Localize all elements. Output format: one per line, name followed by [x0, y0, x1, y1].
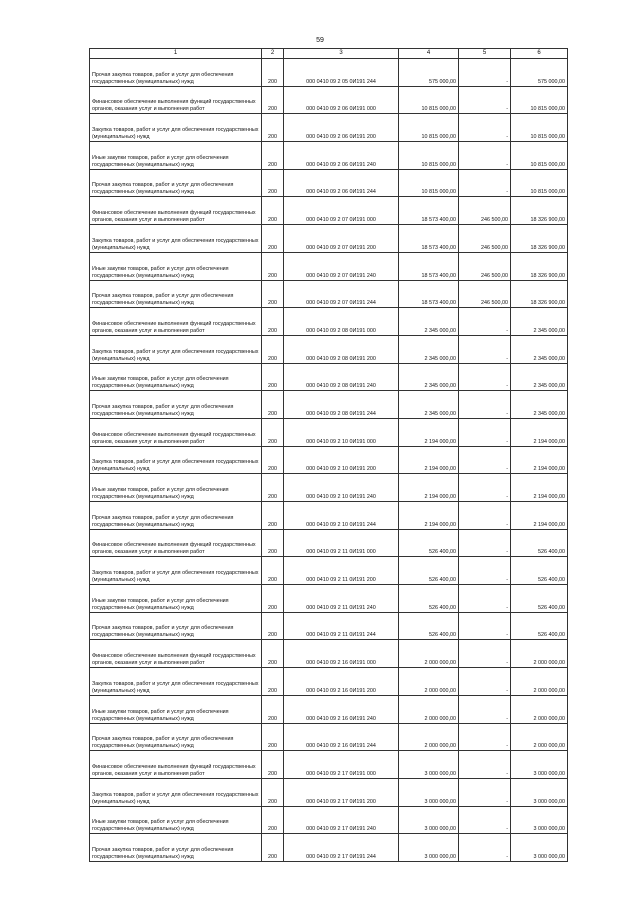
table-row — [90, 335, 568, 363]
row-col-6: 2 000 000,00 — [511, 668, 568, 696]
table-row — [90, 806, 568, 834]
row-code: 200 — [262, 751, 284, 779]
row-col-5: - — [459, 751, 511, 779]
row-name: Прочая закупка товаров, работ и услуг для обеспечения государственных (муниципальных) нужд — [90, 723, 262, 751]
row-name: Иные закупки товаров, работ и услуг для обеспечения государственных (муниципальных) нужд — [90, 695, 262, 723]
row-col-4: 10 815 000,00 — [399, 142, 459, 170]
row-col-4: 2 000 000,00 — [399, 640, 459, 668]
row-name: Закупка товаров, работ и услуг для обеспечения государственных (муниципальных) нужд — [90, 225, 262, 253]
row-name: Закупка товаров, работ и услуг для обеспечения государственных (муниципальных) нужд — [90, 557, 262, 585]
row-name: Финансовое обеспечение выполнения функций государственных органов, оказания услуг и выполнения работ — [90, 308, 262, 336]
row-col-6: 526 400,00 — [511, 612, 568, 640]
row-col-6: 2 000 000,00 — [511, 695, 568, 723]
row-code: 200 — [262, 142, 284, 170]
row-col-5: - — [459, 612, 511, 640]
row-col-5: 246 500,00 — [459, 252, 511, 280]
table-row — [90, 114, 568, 142]
row-code: 200 — [262, 363, 284, 391]
row-name: Иные закупки товаров, работ и услуг для обеспечения государственных (муниципальных) нужд — [90, 252, 262, 280]
row-col-5: - — [459, 114, 511, 142]
row-col-6: 575 000,00 — [511, 59, 568, 87]
row-name: Прочая закупка товаров, работ и услуг для обеспечения государственных (муниципальных) нужд — [90, 280, 262, 308]
row-code: 200 — [262, 169, 284, 197]
row-name: Финансовое обеспечение выполнения функций государственных органов, оказания услуг и выполнения работ — [90, 529, 262, 557]
table-row — [90, 308, 568, 336]
budget-table — [89, 48, 568, 862]
row-col-6: 10 815 000,00 — [511, 114, 568, 142]
row-name: Иные закупки товаров, работ и услуг для обеспечения государственных (муниципальных) нужд — [90, 363, 262, 391]
table-header-row — [90, 49, 568, 59]
row-classification: 000 0410 09 2 10 0И191 244 — [284, 502, 399, 530]
row-classification: 000 0410 09 2 11 0И191 000 — [284, 529, 399, 557]
row-col-4: 526 400,00 — [399, 529, 459, 557]
table-row — [90, 557, 568, 585]
header-col-4: 4 — [399, 49, 459, 59]
row-col-4: 3 000 000,00 — [399, 778, 459, 806]
row-col-5: - — [459, 169, 511, 197]
table-row — [90, 612, 568, 640]
row-col-4: 10 815 000,00 — [399, 169, 459, 197]
row-classification: 000 0410 09 2 11 0И191 240 — [284, 585, 399, 613]
row-classification: 000 0410 09 2 07 0И191 240 — [284, 252, 399, 280]
row-name: Закупка товаров, работ и услуг для обеспечения государственных (муниципальных) нужд — [90, 446, 262, 474]
row-classification: 000 0410 09 2 11 0И191 244 — [284, 612, 399, 640]
row-col-4: 18 573 400,00 — [399, 197, 459, 225]
row-code: 200 — [262, 335, 284, 363]
row-col-6: 2 345 000,00 — [511, 391, 568, 419]
row-code: 200 — [262, 252, 284, 280]
header-col-2: 2 — [262, 49, 284, 59]
row-code: 200 — [262, 778, 284, 806]
row-col-6: 526 400,00 — [511, 529, 568, 557]
row-classification: 000 0410 09 2 08 0И191 240 — [284, 363, 399, 391]
row-classification: 000 0410 09 2 08 0И191 244 — [284, 391, 399, 419]
row-col-5: 246 500,00 — [459, 280, 511, 308]
table-row — [90, 668, 568, 696]
table-row — [90, 280, 568, 308]
row-col-6: 2 345 000,00 — [511, 308, 568, 336]
row-classification: 000 0410 09 2 17 0И191 200 — [284, 778, 399, 806]
row-code: 200 — [262, 391, 284, 419]
row-col-5: 246 500,00 — [459, 197, 511, 225]
row-col-6: 2 000 000,00 — [511, 723, 568, 751]
table-row — [90, 640, 568, 668]
row-classification: 000 0410 09 2 10 0И191 000 — [284, 418, 399, 446]
row-code: 200 — [262, 418, 284, 446]
row-col-4: 3 000 000,00 — [399, 806, 459, 834]
row-code: 200 — [262, 695, 284, 723]
row-code: 200 — [262, 225, 284, 253]
row-code: 200 — [262, 280, 284, 308]
row-classification: 000 0410 09 2 16 0И191 244 — [284, 723, 399, 751]
row-name: Прочая закупка товаров, работ и услуг для обеспечения государственных (муниципальных) нужд — [90, 391, 262, 419]
row-col-5: - — [459, 640, 511, 668]
row-code: 200 — [262, 529, 284, 557]
table-row — [90, 695, 568, 723]
row-code: 200 — [262, 585, 284, 613]
row-col-4: 2 345 000,00 — [399, 335, 459, 363]
row-classification: 000 0410 09 2 07 0И191 200 — [284, 225, 399, 253]
row-col-4: 18 573 400,00 — [399, 280, 459, 308]
row-col-5: - — [459, 778, 511, 806]
row-name: Прочая закупка товаров, работ и услуг для обеспечения государственных (муниципальных) нужд — [90, 834, 262, 862]
row-col-6: 526 400,00 — [511, 585, 568, 613]
table-row — [90, 86, 568, 114]
row-classification: 000 0410 09 2 11 0И191 200 — [284, 557, 399, 585]
row-col-4: 2 194 000,00 — [399, 474, 459, 502]
row-classification: 000 0410 09 2 17 0И191 244 — [284, 834, 399, 862]
row-classification: 000 0410 09 2 06 0И191 240 — [284, 142, 399, 170]
row-name: Прочая закупка товаров, работ и услуг для обеспечения государственных (муниципальных) нужд — [90, 612, 262, 640]
row-col-4: 526 400,00 — [399, 557, 459, 585]
table-row — [90, 59, 568, 87]
row-col-5: 246 500,00 — [459, 225, 511, 253]
row-col-5: - — [459, 308, 511, 336]
row-name: Закупка товаров, работ и услуг для обеспечения государственных (муниципальных) нужд — [90, 668, 262, 696]
row-col-5: - — [459, 142, 511, 170]
row-code: 200 — [262, 446, 284, 474]
row-col-5: - — [459, 335, 511, 363]
row-col-6: 2 194 000,00 — [511, 474, 568, 502]
table-row — [90, 778, 568, 806]
row-name: Финансовое обеспечение выполнения функций государственных органов, оказания услуг и выполнения работ — [90, 640, 262, 668]
table-row — [90, 446, 568, 474]
row-col-5: - — [459, 391, 511, 419]
row-col-6: 3 000 000,00 — [511, 778, 568, 806]
row-code: 200 — [262, 114, 284, 142]
table-row — [90, 502, 568, 530]
header-col-1: 1 — [90, 49, 262, 59]
row-code: 200 — [262, 834, 284, 862]
row-col-6: 2 194 000,00 — [511, 502, 568, 530]
table-row — [90, 418, 568, 446]
row-col-5: - — [459, 695, 511, 723]
row-col-6: 18 326 900,00 — [511, 252, 568, 280]
row-col-6: 3 000 000,00 — [511, 806, 568, 834]
row-code: 200 — [262, 59, 284, 87]
row-name: Иные закупки товаров, работ и услуг для обеспечения государственных (муниципальных) нужд — [90, 474, 262, 502]
header-col-3: 3 — [284, 49, 399, 59]
row-col-4: 575 000,00 — [399, 59, 459, 87]
row-code: 200 — [262, 668, 284, 696]
row-classification: 000 0410 09 2 07 0И191 000 — [284, 197, 399, 225]
row-col-6: 18 326 900,00 — [511, 197, 568, 225]
row-name: Прочая закупка товаров, работ и услуг для обеспечения государственных (муниципальных) нужд — [90, 169, 262, 197]
row-col-6: 3 000 000,00 — [511, 834, 568, 862]
row-col-4: 2 000 000,00 — [399, 668, 459, 696]
row-col-6: 10 815 000,00 — [511, 86, 568, 114]
table-row — [90, 834, 568, 862]
row-name: Иные закупки товаров, работ и услуг для обеспечения государственных (муниципальных) нужд — [90, 142, 262, 170]
row-code: 200 — [262, 640, 284, 668]
page-number: 59 — [316, 37, 324, 44]
row-name: Финансовое обеспечение выполнения функций государственных органов, оказания услуг и выполнения работ — [90, 418, 262, 446]
row-col-4: 18 573 400,00 — [399, 225, 459, 253]
row-col-6: 2 000 000,00 — [511, 640, 568, 668]
row-classification: 000 0410 09 2 10 0И191 240 — [284, 474, 399, 502]
row-col-4: 2 000 000,00 — [399, 695, 459, 723]
row-col-5: - — [459, 806, 511, 834]
row-col-4: 18 573 400,00 — [399, 252, 459, 280]
row-col-5: - — [459, 418, 511, 446]
row-classification: 000 0410 09 2 08 0И191 000 — [284, 308, 399, 336]
row-col-5: - — [459, 474, 511, 502]
row-col-5: - — [459, 502, 511, 530]
row-col-6: 10 815 000,00 — [511, 142, 568, 170]
row-classification: 000 0410 09 2 16 0И191 200 — [284, 668, 399, 696]
row-classification: 000 0410 09 2 17 0И191 000 — [284, 751, 399, 779]
table-body — [90, 59, 568, 862]
row-code: 200 — [262, 308, 284, 336]
row-classification: 000 0410 09 2 06 0И191 200 — [284, 114, 399, 142]
row-code: 200 — [262, 197, 284, 225]
row-classification: 000 0410 09 2 10 0И191 200 — [284, 446, 399, 474]
table-row — [90, 529, 568, 557]
row-name: Прочая закупка товаров, работ и услуг для обеспечения государственных (муниципальных) нужд — [90, 502, 262, 530]
row-name: Прочая закупка товаров, работ и услуг для обеспечения государственных (муниципальных) нужд — [90, 59, 262, 87]
row-classification: 000 0410 09 2 07 0И191 244 — [284, 280, 399, 308]
row-col-6: 18 326 900,00 — [511, 225, 568, 253]
row-col-4: 526 400,00 — [399, 612, 459, 640]
row-name: Закупка товаров, работ и услуг для обеспечения государственных (муниципальных) нужд — [90, 335, 262, 363]
row-code: 200 — [262, 86, 284, 114]
row-col-6: 18 326 900,00 — [511, 280, 568, 308]
row-col-5: - — [459, 446, 511, 474]
row-classification: 000 0410 09 2 08 0И191 200 — [284, 335, 399, 363]
row-col-6: 2 345 000,00 — [511, 335, 568, 363]
row-col-4: 10 815 000,00 — [399, 86, 459, 114]
row-col-4: 10 815 000,00 — [399, 114, 459, 142]
row-col-4: 3 000 000,00 — [399, 751, 459, 779]
row-code: 200 — [262, 806, 284, 834]
table-row — [90, 751, 568, 779]
row-col-4: 2 194 000,00 — [399, 446, 459, 474]
row-col-5: - — [459, 86, 511, 114]
row-col-6: 2 194 000,00 — [511, 418, 568, 446]
header-col-6: 6 — [511, 49, 568, 59]
row-col-5: - — [459, 668, 511, 696]
row-name: Финансовое обеспечение выполнения функций государственных органов, оказания услуг и выполнения работ — [90, 86, 262, 114]
table-row — [90, 474, 568, 502]
row-col-5: - — [459, 585, 511, 613]
row-col-5: - — [459, 363, 511, 391]
table-row — [90, 252, 568, 280]
row-code: 200 — [262, 612, 284, 640]
row-name: Финансовое обеспечение выполнения функций государственных органов, оказания услуг и выполнения работ — [90, 197, 262, 225]
row-col-4: 2 345 000,00 — [399, 363, 459, 391]
row-col-4: 2 345 000,00 — [399, 308, 459, 336]
header-col-5: 5 — [459, 49, 511, 59]
row-col-4: 2 194 000,00 — [399, 502, 459, 530]
row-col-4: 3 000 000,00 — [399, 834, 459, 862]
row-classification: 000 0410 09 2 06 0И191 244 — [284, 169, 399, 197]
table-row — [90, 197, 568, 225]
row-col-4: 526 400,00 — [399, 585, 459, 613]
row-name: Иные закупки товаров, работ и услуг для обеспечения государственных (муниципальных) нужд — [90, 585, 262, 613]
row-col-4: 2 194 000,00 — [399, 418, 459, 446]
table-row — [90, 391, 568, 419]
row-name: Закупка товаров, работ и услуг для обеспечения государственных (муниципальных) нужд — [90, 114, 262, 142]
table-row — [90, 225, 568, 253]
row-name: Закупка товаров, работ и услуг для обеспечения государственных (муниципальных) нужд — [90, 778, 262, 806]
row-code: 200 — [262, 557, 284, 585]
row-col-4: 2 000 000,00 — [399, 723, 459, 751]
table-row — [90, 142, 568, 170]
row-code: 200 — [262, 502, 284, 530]
row-code: 200 — [262, 474, 284, 502]
row-classification: 000 0410 09 2 16 0И191 240 — [284, 695, 399, 723]
table-row — [90, 169, 568, 197]
row-col-6: 526 400,00 — [511, 557, 568, 585]
row-classification: 000 0410 09 2 16 0И191 000 — [284, 640, 399, 668]
row-classification: 000 0410 09 2 06 0И191 000 — [284, 86, 399, 114]
row-col-5: - — [459, 834, 511, 862]
row-col-6: 2 345 000,00 — [511, 363, 568, 391]
table-row — [90, 723, 568, 751]
row-name: Финансовое обеспечение выполнения функций государственных органов, оказания услуг и выполнения работ — [90, 751, 262, 779]
table-row — [90, 585, 568, 613]
row-classification: 000 0410 09 2 17 0И191 240 — [284, 806, 399, 834]
row-col-4: 2 345 000,00 — [399, 391, 459, 419]
row-col-5: - — [459, 723, 511, 751]
row-col-5: - — [459, 557, 511, 585]
table-row — [90, 363, 568, 391]
row-col-6: 10 815 000,00 — [511, 169, 568, 197]
row-col-6: 2 194 000,00 — [511, 446, 568, 474]
row-code: 200 — [262, 723, 284, 751]
row-classification: 000 0410 09 2 05 0И191 244 — [284, 59, 399, 87]
row-name: Иные закупки товаров, работ и услуг для обеспечения государственных (муниципальных) нужд — [90, 806, 262, 834]
row-col-6: 3 000 000,00 — [511, 751, 568, 779]
row-col-5: - — [459, 59, 511, 87]
row-col-5: - — [459, 529, 511, 557]
